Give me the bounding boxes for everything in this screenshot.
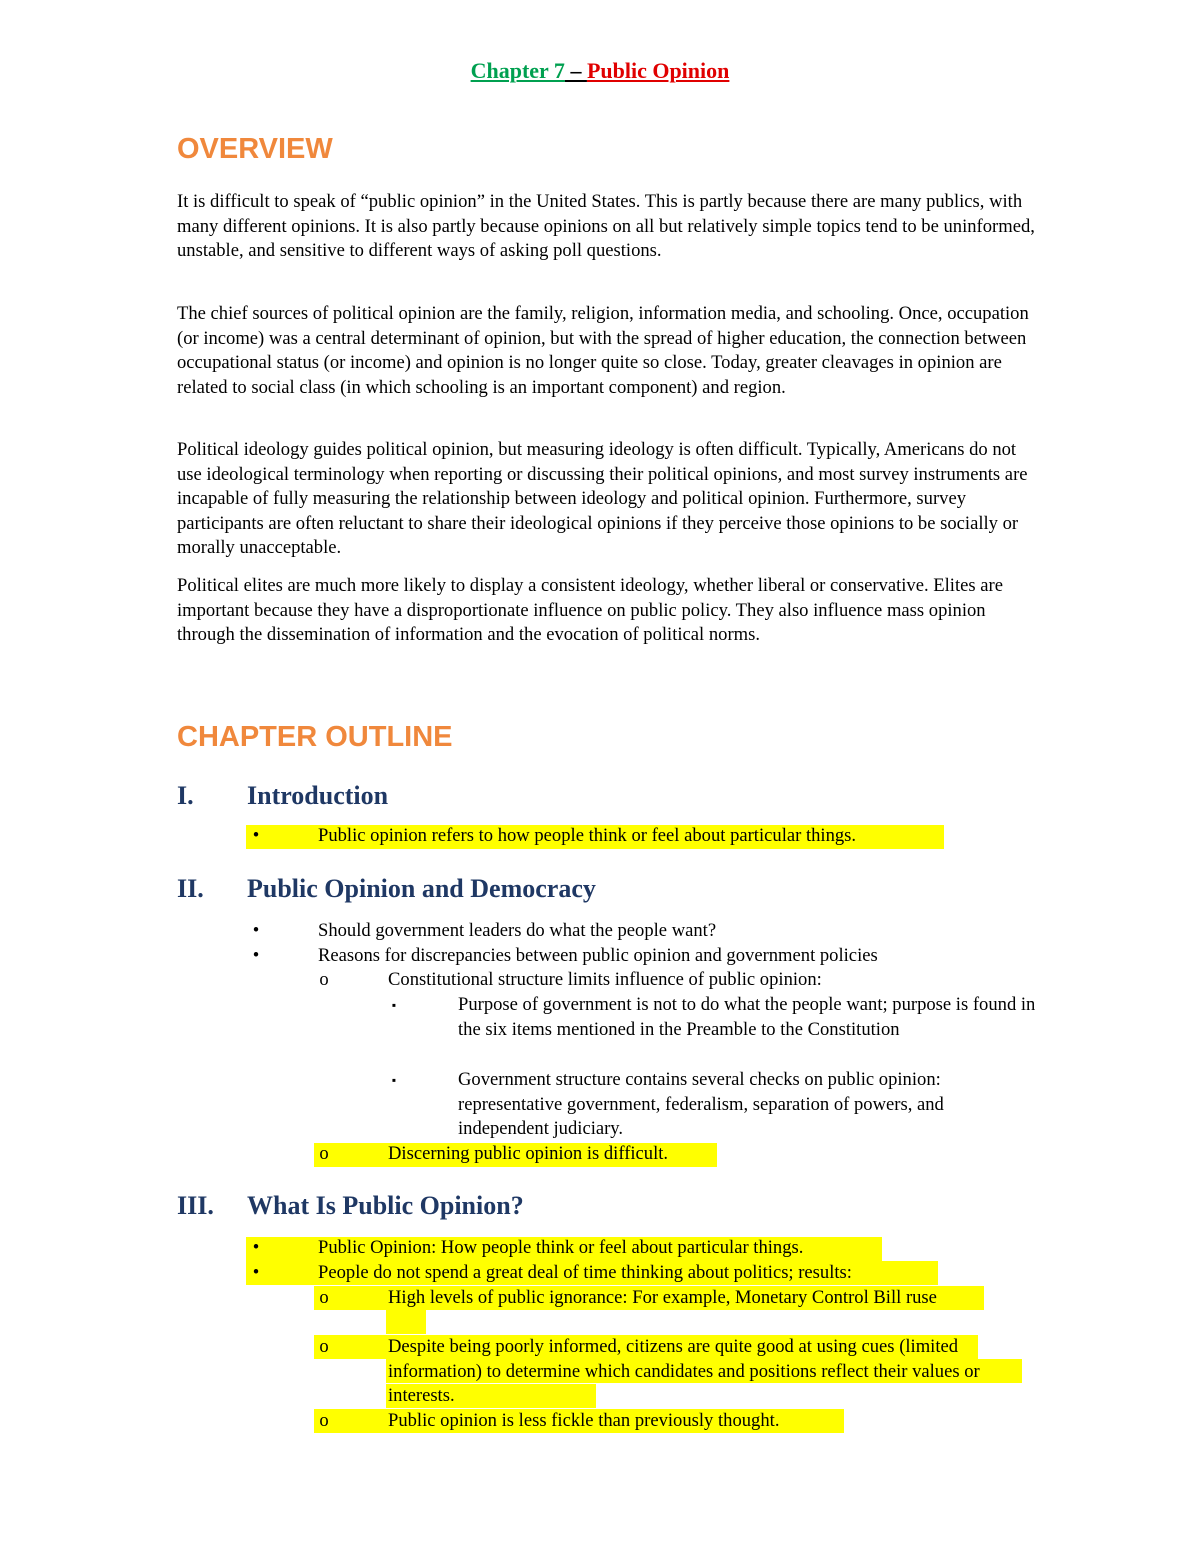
- section-number: I.: [177, 781, 194, 810]
- section-number: III.: [177, 1191, 214, 1220]
- overview-heading: OVERVIEW: [177, 133, 333, 165]
- title-topic: Public Opinion: [586, 58, 730, 83]
- bullet-disc-icon: •: [252, 920, 260, 941]
- list-item-text: Should government leaders do what the people want?: [318, 920, 717, 941]
- bullet-circle-icon: o: [319, 1410, 329, 1431]
- overview-paragraph-4: Political elites are much more likely to display a consistent ideology, whether liberal or conservative. Elites are important because they have a disproportionate influence on public policy. They also influence mass opinion through the dissemination of information and the evocation of political norms.: [177, 575, 1003, 646]
- bullet-circle-icon: o: [319, 1143, 329, 1164]
- list-item-text: Purpose of government is not to do what the people want; purpose is found in the six items mentioned in the Preamble to the Constitution: [458, 994, 1036, 1040]
- list-item-text: Public opinion refers to how people think or feel about particular things.: [318, 825, 857, 846]
- outline-section-i-heading: [177, 780, 388, 812]
- bullet-disc-icon: •: [252, 1237, 260, 1258]
- section-number: II.: [177, 874, 204, 903]
- outline-section-ii-heading: [177, 873, 596, 905]
- bullet-circle-icon: o: [319, 1336, 329, 1357]
- list-item-text: Despite being poorly informed, citizens are quite good at using cues (limited information) to determine which candidates and positions reflect their values or interests.: [388, 1336, 980, 1407]
- document-title: [0, 56, 1200, 86]
- list-item-text: People do not spend a great deal of time thinking about politics; results:: [318, 1262, 852, 1283]
- bullet-square-icon: ▪: [391, 998, 397, 1012]
- bullet-disc-icon: •: [252, 1262, 260, 1283]
- list-item-text: Reasons for discrepancies between public opinion and government policies: [318, 945, 878, 966]
- bullet-circle-icon: o: [319, 969, 329, 990]
- title-dash: –: [564, 58, 587, 83]
- list-item-text: Government structure contains several checks on public opinion: representative government, federalism, separation of powers, and independent judiciary.: [458, 1069, 944, 1140]
- highlight: [386, 1310, 426, 1334]
- bullet-square-icon: ▪: [391, 1073, 397, 1087]
- list-item-text: Public opinion is less fickle than previously thought.: [388, 1410, 780, 1431]
- bullet-circle-icon: o: [319, 1287, 329, 1308]
- section-title: Introduction: [247, 781, 389, 810]
- bullet-disc-icon: •: [252, 825, 260, 846]
- overview-paragraph-1: It is difficult to speak of “public opinion” in the United States. This is partly because there are many publics, with many different opinions. It is also partly because opinions on all but relatively simple topics tend to be uninformed, unstable, and sensitive to different ways of asking poll questions.: [177, 191, 1035, 262]
- title-chapter: Chapter 7: [470, 58, 565, 83]
- section-title: Public Opinion and Democracy: [247, 874, 596, 903]
- overview-paragraph-3: Political ideology guides political opinion, but measuring ideology is often difficult. Typically, Americans do not use ideological terminology when reporting or discussing their political opinions, and most survey instruments are incapable of fully measuring the relationship between ideology and political opinion. Furthermore, survey participants are often reluctant to share their ideological opinions if they perceive those opinions to be socially or morally unacceptable.: [177, 439, 1028, 559]
- list-item-text: Discerning public opinion is difficult.: [388, 1143, 669, 1164]
- bullet-disc-icon: •: [252, 945, 260, 966]
- list-item-text: Constitutional structure limits influence of public opinion:: [388, 969, 822, 990]
- list-item-text: High levels of public ignorance: For example, Monetary Control Bill ruse: [388, 1287, 937, 1308]
- chapter-outline-heading: CHAPTER OUTLINE: [177, 721, 453, 753]
- section-title: What Is Public Opinion?: [247, 1191, 524, 1220]
- list-item-text: Public Opinion: How people think or feel about particular things.: [318, 1237, 804, 1258]
- overview-paragraph-2: The chief sources of political opinion are the family, religion, information media, and schooling. Once, occupation (or income) was a central determinant of opinion, but with the spread of higher education, the connection between occupational status (or income) and opinion is no longer quite so close. Today, greater cleavages in opinion are related to social class (in which schooling is an important component) and region.: [177, 303, 1029, 398]
- outline-section-iii-heading: [177, 1190, 524, 1222]
